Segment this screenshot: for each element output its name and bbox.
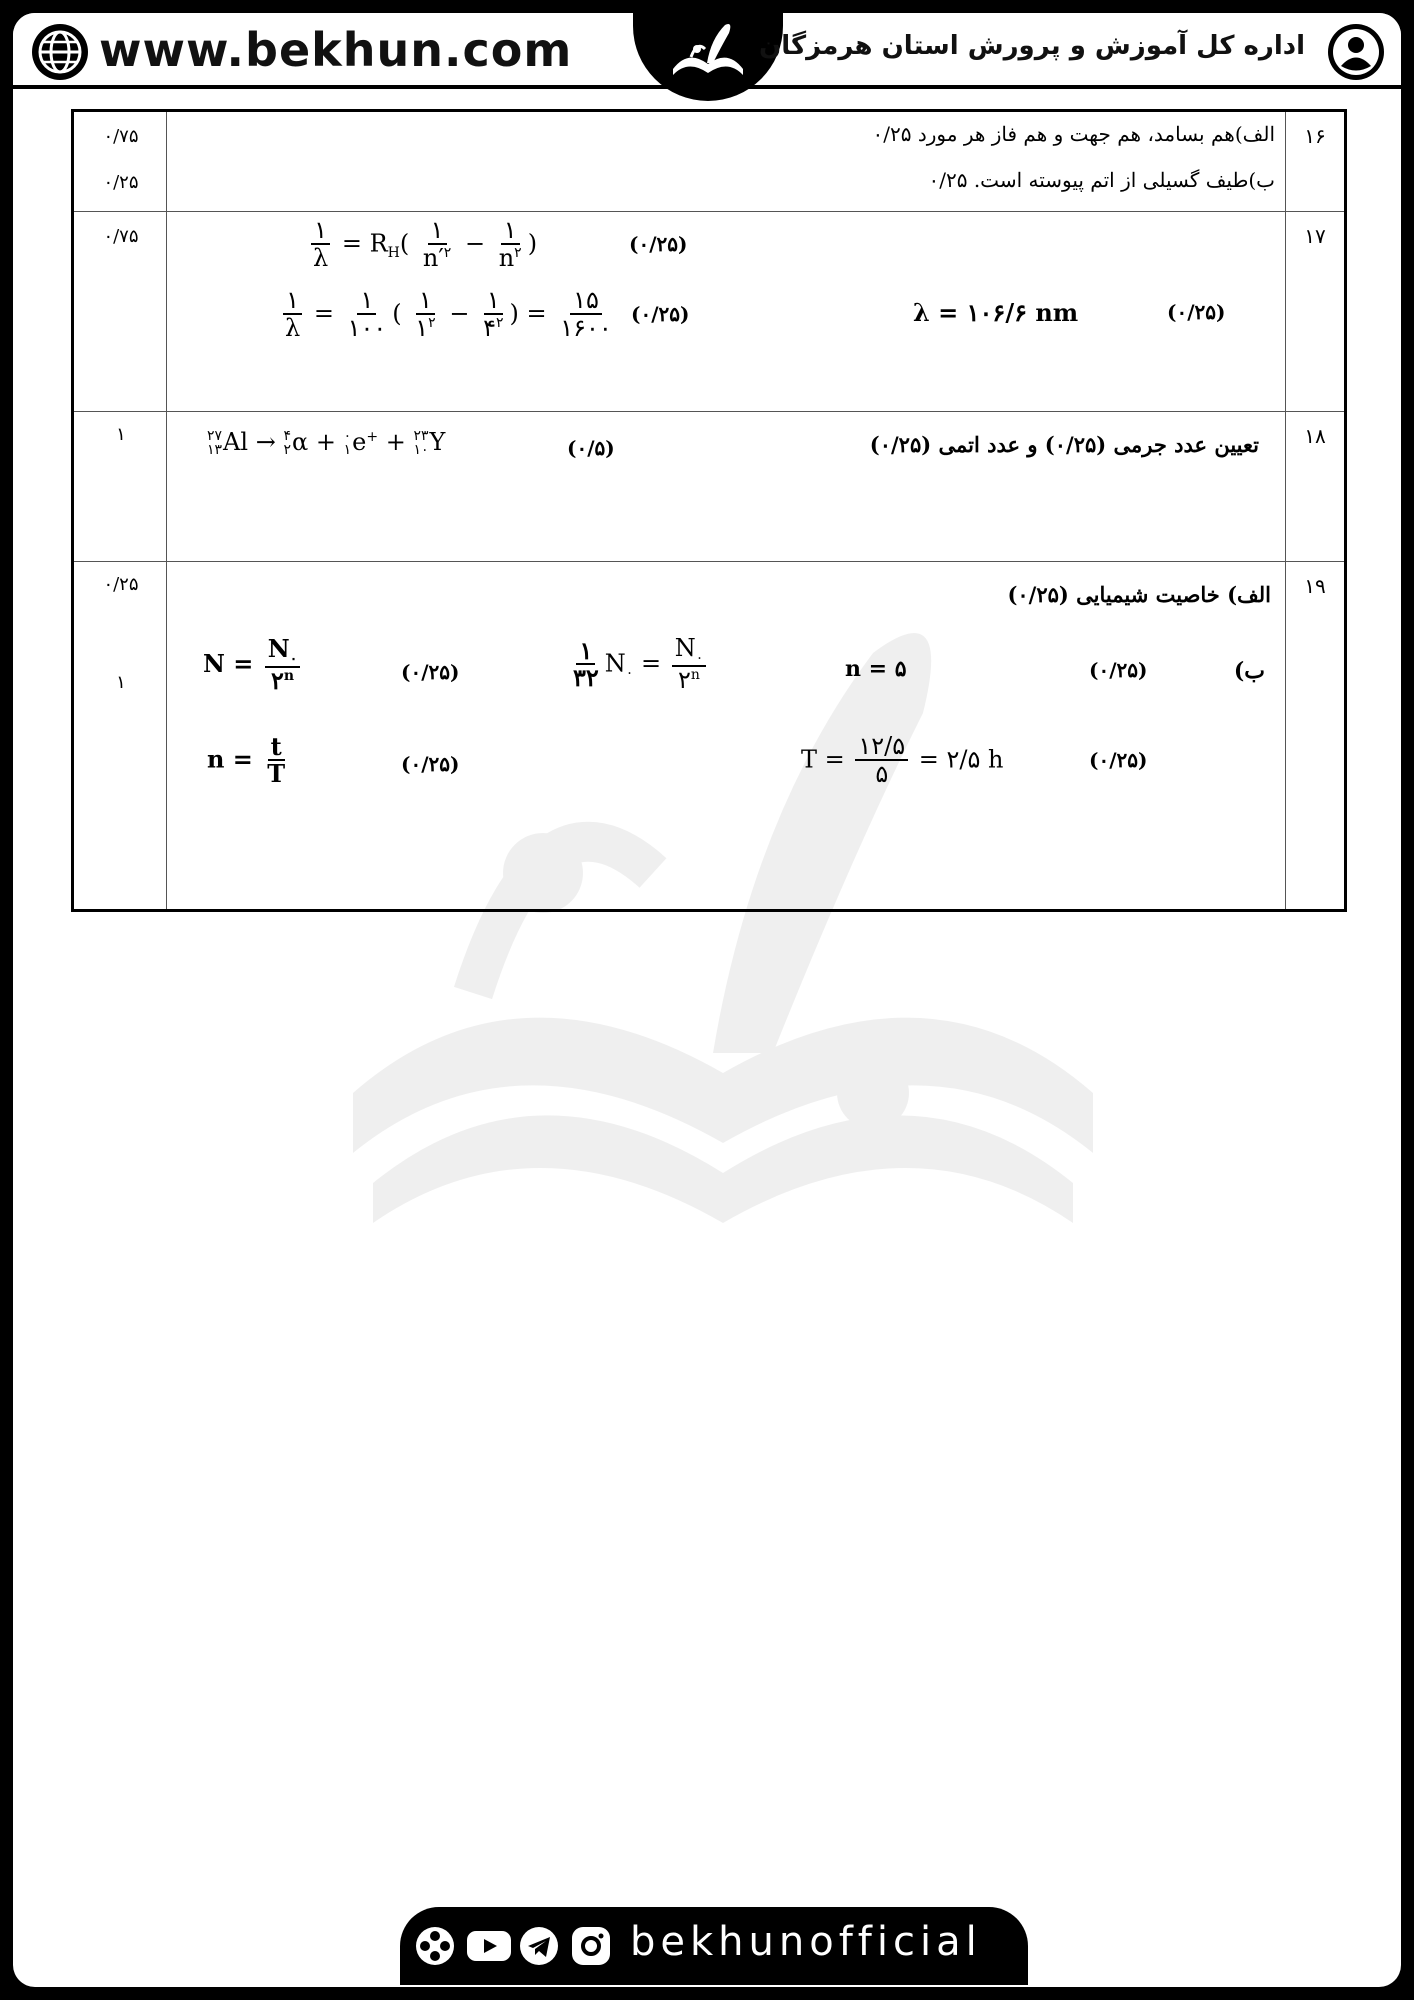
score-value: ۰/۷۵ (103, 126, 139, 147)
nuclear-reaction: ۲۷ ۱۳ Al → ۴ ۲ α + ۰ ۱ e+ + ۲۳ ۱۰ Y (207, 428, 446, 458)
formula-mark: (۰/۲۵) (401, 752, 460, 776)
half-life-equation: T = $\frac{۱۲/۵}{۵}$ = ۲/۵ h (801, 732, 1004, 789)
formula-mark: (۰/۵) (567, 436, 615, 460)
social-handle[interactable]: bekhunofficial (630, 1919, 982, 1965)
page (13, 13, 1401, 1987)
n-result: n = ۵ (845, 656, 907, 682)
globe-icon[interactable] (29, 21, 91, 83)
question-number: ۱۹ (1286, 562, 1346, 911)
header (13, 13, 1401, 89)
score-value: ۱ (116, 672, 126, 693)
answer-content (167, 212, 1286, 412)
formula-mark: (۰/۲۵) (1167, 300, 1226, 324)
answer-content (167, 111, 1286, 212)
part-label: ب) (1233, 658, 1265, 684)
formula-mark: (۰/۲۵) (1089, 748, 1148, 772)
user-icon[interactable] (1325, 21, 1387, 83)
org-title: اداره کل آموزش و پرورش استان هرمزگان (759, 31, 1305, 61)
score-cell (73, 412, 167, 562)
table-row (73, 412, 1346, 562)
table-row (73, 111, 1346, 212)
aparat-icon[interactable] (414, 1925, 456, 1967)
answer-content (167, 562, 1286, 911)
question-number: ۱۸ (1286, 412, 1346, 562)
answer-line: تعیین عدد جرمی (۰/۲۵) و عدد اتمی (۰/۲۵) (869, 432, 1259, 457)
decay-fraction-equation: $\frac{۱}{۳۲}$ $N_۰$ = $\frac{N_۰}{۲^n}$ (567, 636, 709, 694)
score-value: ۰/۲۵ (103, 172, 139, 193)
formula-mark: (۰/۲۵) (629, 232, 688, 256)
rydberg-formula: $\frac{۱}{\lambda}$ = $R_H$( $\frac{۱}{n'^۲}$ − $\frac{۱}{n^۲}$ ) (313, 216, 538, 273)
question-number: ۱۷ (1286, 212, 1346, 412)
score-value: ۰/۷۵ (103, 226, 139, 247)
decay-equation: N = $\frac{N_۰}{۲^n}$ (203, 636, 303, 695)
table-row (73, 562, 1346, 911)
formula-mark: (۰/۲۵) (631, 302, 690, 326)
answer-line: ب)طیف گسیلی از اتم پیوسته است. ۰/۲۵ (928, 168, 1275, 192)
instagram-icon[interactable] (570, 1925, 612, 1967)
score-value: ۰/۲۵ (103, 574, 139, 595)
wavelength-result: λ = ۱۰۶/۶ nm (913, 298, 1079, 327)
social-icons (414, 1925, 612, 1967)
answer-content (167, 412, 1286, 562)
telegram-icon[interactable] (518, 1925, 560, 1967)
site-url[interactable]: www.bekhun.com (99, 23, 573, 77)
rydberg-substitution: $\frac{۱}{\lambda}$ = $\frac{۱}{۱۰۰}$ ( $\frac{۱}{۱^۲}$ − $\frac{۱}{۴^۲}$ ) = $\frac{۱۵}{۱۶۰۰}$ (285, 286, 612, 343)
answer-line: الف) خاصیت شیمیایی (۰/۲۵) (1007, 582, 1271, 607)
formula-mark: (۰/۲۵) (1089, 658, 1148, 682)
score-value: ۱ (116, 424, 126, 445)
n-time-equation: n = $\frac{t}{T}$ (207, 732, 286, 789)
formula-mark: (۰/۲۵) (401, 660, 460, 684)
score-cell (73, 212, 167, 412)
answer-table (71, 109, 1347, 912)
score-cell (73, 562, 167, 911)
footer-bar (400, 1907, 1028, 1985)
answer-line: الف)هم بسامد، هم جهت و هم فاز هر مورد ۰/۲۵ (872, 122, 1275, 146)
score-cell (73, 111, 167, 212)
youtube-icon[interactable] (466, 1925, 508, 1967)
question-number: ۱۶ (1286, 111, 1346, 212)
table-row (73, 212, 1346, 412)
